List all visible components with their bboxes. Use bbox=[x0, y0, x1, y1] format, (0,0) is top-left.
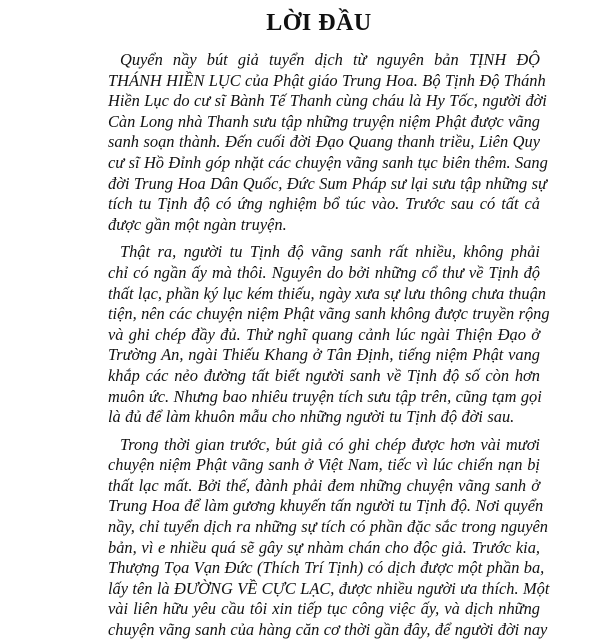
text-line: Thật ra, người tu Tịnh độ vãng sanh rất nhiều, không phải bbox=[120, 242, 540, 262]
text-line: là đủ để làm khuôn mẫu cho những người tu Tịnh độ đời sau. bbox=[108, 407, 515, 427]
paragraph-1 bbox=[108, 50, 548, 235]
text-line: chỉ có ngần ấy mà thôi. Nguyên do bởi những cổ thư về Tịnh độ bbox=[108, 262, 540, 282]
text-line: Trung Hoa để làm gương khuyến tấn người tu Tịnh độ. Nơi quyển bbox=[108, 496, 544, 516]
text-line: muôn ức. Nhưng bao nhiêu truyện tích sưu tập trên, cũng tạm gọi bbox=[108, 386, 542, 406]
text-line: tích tu Tịnh độ có ứng nghiệm bổ túc vào. Trước sau có tất cả bbox=[108, 194, 540, 214]
text-line: đời Trung Hoa Dân Quốc, Đức Sum Pháp sư lại sưu tập những sự bbox=[108, 173, 547, 193]
text-line: thất lạc mất. Bởi thế, đành phải đem những chuyện vãng sanh ở bbox=[108, 475, 540, 495]
paragraph-2 bbox=[108, 242, 550, 427]
text-line: Hiền Lục do cư sĩ Bành Tế Thanh cùng cháu là Hy Tốc, người đời bbox=[108, 91, 547, 111]
text-line: lấy tên là ĐƯỜNG VỀ CỰC LẠC, được nhiều người ưa thích. Một bbox=[108, 578, 550, 598]
text-line: thất lạc, phần ký lục kém thiếu, ngày xưa sự lưu thông chưa thuận bbox=[108, 283, 546, 303]
text-line: nầy, chỉ tuyển dịch ra những sự tích có phần đặc sắc trong nguyên bbox=[108, 517, 548, 537]
text-line: Trường An, ngài Thiếu Khang ở Tân Định, tiếng niệm Phật vang bbox=[108, 345, 540, 365]
text-line: khắp các nẻo đường tất biết người sanh về Tịnh độ số còn hơn bbox=[108, 365, 540, 385]
text-line: và ghi chép đầy đủ. Thử nghĩ quang cảnh lúc ngài Thiện Đạo ở bbox=[108, 324, 540, 344]
text-line: chuyện vãng sanh của hàng căn cơ thời gần đây, để người đời nay bbox=[108, 620, 548, 640]
text-line: THÁNH HIỀN LỤC của Phật giáo Trung Hoa. Bộ Tịnh Độ Thánh bbox=[108, 70, 546, 90]
text-line: Quyển nầy bút giả tuyển dịch từ nguyên bản TỊNH ĐỘ bbox=[120, 50, 540, 69]
text-line: tiện, nên các chuyện niệm Phật vãng sanh không được truyền rộng bbox=[108, 304, 550, 324]
paragraph-3 bbox=[108, 434, 550, 641]
text-line: Càn Long nhà Thanh sưu tập những truyện niệm Phật được vãng bbox=[108, 111, 540, 131]
text-line: Trong thời gian trước, bút giả có ghi chép được hơn vài mươi bbox=[120, 434, 540, 454]
text-line: sanh soạn thành. Đến cuối đời Đạo Quang thanh triều, Liên Quy bbox=[108, 132, 540, 152]
text-line: bản, vì e nhiều quá sẽ gây sự nhàm chán cho độc giả. Trước kia, bbox=[108, 537, 540, 557]
text-line: Thượng Tọa Vạn Đức (Thích Trí Tịnh) có dịch được một phần ba, bbox=[108, 558, 545, 578]
text-line: vài liên hữu yêu cầu tôi xin tiếp tục công việc ấy, và dịch những bbox=[108, 599, 540, 619]
page-title: LỜI ĐẦU bbox=[266, 10, 372, 36]
text-line: cư sĩ Hồ Đỉnh góp nhặt các chuyện vãng sanh tục biên thêm. Sang bbox=[108, 152, 548, 172]
text-line: chuyện niệm Phật vãng sanh ở Việt Nam, tiếc vì lúc chiến nạn bị bbox=[108, 455, 540, 475]
text-line: được gần một ngàn truyện. bbox=[108, 214, 287, 234]
